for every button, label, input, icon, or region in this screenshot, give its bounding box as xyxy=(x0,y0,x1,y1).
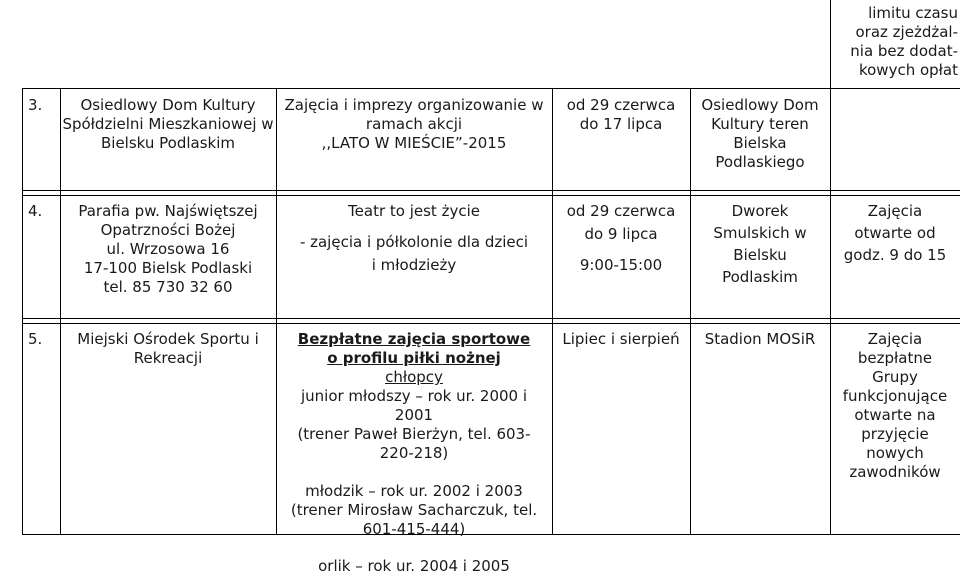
table-border-top xyxy=(22,88,960,89)
row-date xyxy=(554,330,688,349)
notes-line: nowych xyxy=(866,444,924,462)
continuation-line: limitu czasu xyxy=(868,4,958,22)
activity-line: - zajęcia i półkolonie dla dzieci xyxy=(299,233,529,251)
place-line: Smulskich w xyxy=(713,224,807,242)
organizer-line: Osiedlowy Dom Kultury xyxy=(80,96,256,114)
activity-line: junior młodszy – rok ur. 2000 i xyxy=(300,387,528,405)
row-activity xyxy=(278,202,550,275)
notes-line: funkcjonujące xyxy=(842,387,948,405)
place-line: Bielsku xyxy=(733,246,787,264)
date-line: do 9 lipca xyxy=(584,225,658,243)
notes-line: Zajęcia xyxy=(867,330,923,348)
row-number: 4. xyxy=(28,202,43,220)
activity-line: ,,LATO W MIEŚCIE”-2015 xyxy=(321,134,507,152)
col-border-3 xyxy=(552,88,553,534)
row-place xyxy=(692,330,828,349)
row-notes xyxy=(832,330,958,482)
place-line: Osiedlowy Dom xyxy=(701,96,819,114)
activity-line: (trener Mirosław Sacharczuk, tel. xyxy=(290,501,538,519)
place-line: Bielska xyxy=(733,134,787,152)
row-notes xyxy=(832,202,958,265)
col-border-5 xyxy=(830,88,831,534)
place-line: Podlaskim xyxy=(722,268,798,286)
row-number: 5. xyxy=(28,330,43,348)
organizer-line: tel. 85 730 32 60 xyxy=(103,278,233,296)
place-line: Stadion MOSiR xyxy=(704,330,816,348)
continuation-line: oraz zjeżdżal- xyxy=(855,23,958,41)
activity-gender: chłopcy xyxy=(385,368,443,386)
row-organizer xyxy=(62,330,274,368)
row-date xyxy=(554,202,688,275)
activity-line: 220-218) xyxy=(379,444,449,462)
activity-title: Teatr to jest życie xyxy=(348,202,480,220)
row-place xyxy=(692,202,828,287)
row-place xyxy=(692,96,828,172)
place-line: Podlaskiego xyxy=(715,153,805,171)
row-organizer xyxy=(62,96,274,153)
notes-line: otwarte od xyxy=(854,224,936,242)
notes-line: Grupy xyxy=(872,368,918,386)
table-border-cont-left xyxy=(830,0,831,88)
notes-line: otwarte na xyxy=(854,406,936,424)
activity-heading: o profilu piłki nożnej xyxy=(327,349,501,367)
continuation-line: nia bez dodat- xyxy=(850,42,958,60)
activity-line: Zajęcia i imprezy organizowanie w xyxy=(284,96,544,114)
continuation-line: kowych opłat xyxy=(858,61,958,79)
row-number: 3. xyxy=(28,96,43,114)
col-border-4 xyxy=(690,88,691,534)
organizer-line: ul. Wrzosowa 16 xyxy=(106,240,230,258)
col-border-left xyxy=(22,88,23,534)
organizer-line: Miejski Ośrodek Sportu i xyxy=(77,330,259,348)
table-border-row3-bottom xyxy=(22,190,960,191)
organizer-line: Bielsku Podlaskim xyxy=(100,134,236,152)
continuation-text xyxy=(832,4,958,80)
activity-line: orlik – rok ur. 2004 i 2005 xyxy=(318,557,510,575)
table-border-row4-bottom xyxy=(22,318,960,319)
col-border-1 xyxy=(60,88,61,534)
table-border-row5-top xyxy=(22,323,960,324)
organizer-line: Parafia pw. Najświętszej xyxy=(78,202,258,220)
activity-line: 601-415-444) xyxy=(362,520,466,538)
notes-line: przyjęcie xyxy=(861,425,929,443)
organizer-line: Spółdzielni Mieszkaniowej w xyxy=(62,115,274,133)
date-line: od 29 czerwca xyxy=(566,96,676,114)
activity-line: (trener Paweł Bierżyn, tel. 603- xyxy=(297,425,531,443)
activity-line: 2001 xyxy=(394,406,434,424)
activity-line: ramach akcji xyxy=(365,115,463,133)
notes-line: bezpłatne xyxy=(857,349,933,367)
col-border-2 xyxy=(276,88,277,534)
activity-heading: Bezpłatne zajęcia sportowe xyxy=(297,330,531,348)
notes-line: godz. 9 do 15 xyxy=(843,246,947,264)
notes-line: Zajęcia xyxy=(867,202,923,220)
place-line: Kultury teren xyxy=(711,115,809,133)
notes-line: zawodników xyxy=(849,463,941,481)
time-line: 9:00-15:00 xyxy=(579,256,663,274)
place-line: Dworek xyxy=(731,202,789,220)
table-border-row4-top xyxy=(22,195,960,196)
organizer-line: Rekreacji xyxy=(133,349,203,367)
date-line: do 17 lipca xyxy=(579,115,663,133)
organizer-line: Opatrzności Bożej xyxy=(100,221,236,239)
row-date xyxy=(554,96,688,134)
activity-line: i młodzieży xyxy=(371,256,457,274)
row-activity xyxy=(278,96,550,153)
row-organizer xyxy=(62,202,274,297)
date-line: od 29 czerwca xyxy=(566,202,676,220)
date-line: Lipiec i sierpień xyxy=(562,330,680,348)
organizer-line: 17-100 Bielsk Podlaski xyxy=(83,259,253,277)
row-activity xyxy=(278,330,550,576)
activity-line: młodzik – rok ur. 2002 i 2003 xyxy=(305,482,523,500)
